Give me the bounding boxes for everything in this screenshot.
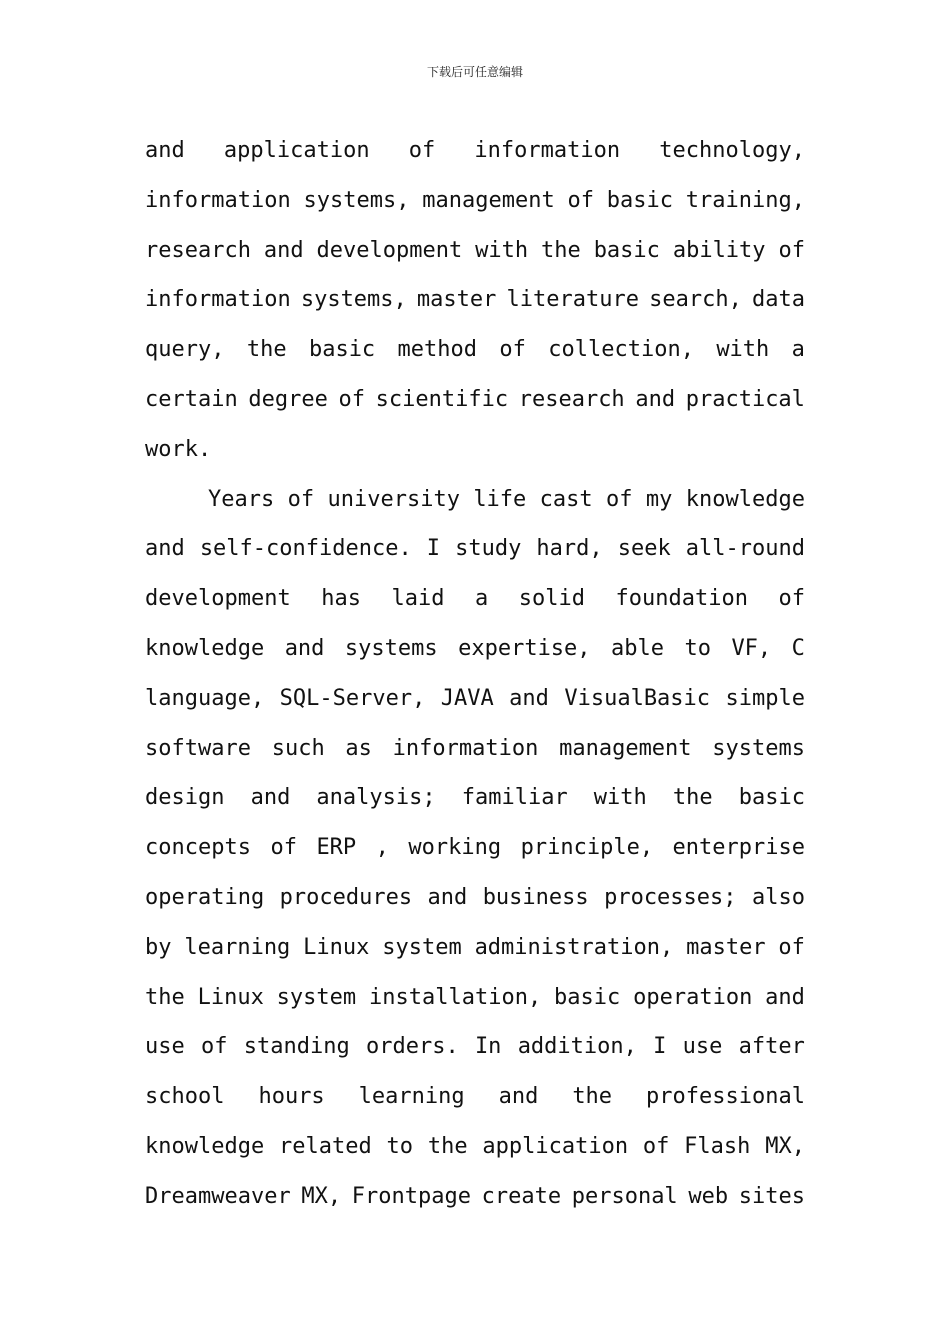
text-line xyxy=(145,873,805,923)
word: degree xyxy=(248,386,328,412)
text-line xyxy=(145,1072,805,1122)
word: method xyxy=(397,337,478,363)
word: technology, xyxy=(659,138,805,163)
word: systems, xyxy=(300,287,407,313)
word: addition, xyxy=(517,1034,637,1060)
text-line xyxy=(145,475,805,525)
word: information xyxy=(145,187,291,213)
word: hard, xyxy=(536,536,603,562)
word: MX, xyxy=(301,1183,342,1209)
word: processes; xyxy=(604,884,737,910)
word: such xyxy=(271,735,325,761)
text-line xyxy=(145,823,805,873)
word: analysis; xyxy=(316,785,436,811)
document-body xyxy=(145,126,805,1222)
word: school xyxy=(145,1084,225,1110)
word: and xyxy=(145,138,185,163)
word: Flash xyxy=(684,1133,751,1159)
word: university xyxy=(327,486,460,512)
text-line xyxy=(145,624,805,674)
text-line xyxy=(145,425,805,475)
word: concepts xyxy=(145,835,251,861)
word: application xyxy=(223,138,370,163)
word: principle, xyxy=(520,835,654,861)
text-line xyxy=(145,1172,805,1222)
word: working xyxy=(408,835,502,861)
text-line xyxy=(145,1122,805,1172)
word: as xyxy=(345,735,372,761)
word: basic xyxy=(593,237,660,263)
word: and xyxy=(498,1084,539,1110)
text-line xyxy=(145,773,805,823)
word: and xyxy=(145,536,185,562)
page-header: 下载后可任意编辑 xyxy=(426,65,523,79)
word: of xyxy=(778,934,805,960)
word: familiar xyxy=(461,785,568,811)
word: the xyxy=(427,1133,468,1159)
word: Frontpage xyxy=(351,1183,471,1209)
word: with xyxy=(475,237,529,263)
word: search, xyxy=(649,287,742,313)
word: with xyxy=(716,337,770,363)
text-line xyxy=(145,674,805,724)
text-line xyxy=(145,176,805,226)
word: and xyxy=(263,237,304,263)
word: and xyxy=(765,984,805,1010)
word: able xyxy=(611,635,664,661)
text-line xyxy=(145,923,805,973)
word: with xyxy=(593,785,647,811)
word: systems, xyxy=(303,187,410,213)
word: of xyxy=(778,237,805,263)
word: scientific xyxy=(375,386,509,412)
word: research xyxy=(518,386,625,412)
word: software xyxy=(145,735,251,761)
word: management xyxy=(422,187,555,213)
word: personal xyxy=(571,1183,678,1209)
word: laid xyxy=(391,586,445,612)
word: of xyxy=(287,486,315,512)
word: has xyxy=(321,586,361,612)
word: hours xyxy=(258,1084,325,1110)
word: simple xyxy=(725,685,805,711)
word: and xyxy=(250,785,291,811)
word: Years xyxy=(208,486,275,512)
word: basic xyxy=(606,187,673,213)
word: knowledge xyxy=(145,635,265,661)
word: a xyxy=(791,337,805,363)
word: cast xyxy=(539,486,593,512)
word: master xyxy=(686,934,766,960)
word: research xyxy=(145,237,251,263)
word: the xyxy=(541,237,581,263)
text-line xyxy=(145,973,805,1023)
word: information xyxy=(474,138,621,163)
word: In xyxy=(474,1034,502,1060)
word: solid xyxy=(518,586,585,612)
word: expertise, xyxy=(458,635,591,661)
word: life xyxy=(473,486,527,512)
word: SQL-Server, xyxy=(279,685,426,711)
word: systems xyxy=(712,735,805,761)
word: of xyxy=(408,138,436,163)
word: foundation xyxy=(615,586,748,612)
word: VF, xyxy=(731,635,772,661)
word: Linux xyxy=(197,984,264,1010)
word: ERP xyxy=(316,835,357,861)
word: basic xyxy=(554,984,621,1010)
word: seek xyxy=(617,536,671,562)
word: Dreamweaver xyxy=(145,1183,291,1209)
word: the xyxy=(572,1084,613,1110)
word: certain xyxy=(145,386,238,412)
word: use xyxy=(682,1034,723,1060)
text-line xyxy=(145,226,805,276)
word: development xyxy=(145,586,291,612)
text-line xyxy=(145,1022,805,1072)
word: query, xyxy=(145,337,225,363)
word: information xyxy=(392,735,539,761)
word: training, xyxy=(685,187,805,213)
text-line xyxy=(145,325,805,375)
word: and xyxy=(509,685,549,711)
word: basic xyxy=(738,785,805,811)
word: knowledge xyxy=(145,1133,265,1159)
word: installation, xyxy=(369,984,542,1010)
text-line xyxy=(145,724,805,774)
word: of xyxy=(499,337,526,363)
word: learning xyxy=(358,1084,465,1110)
word: work. xyxy=(145,436,212,462)
word: business xyxy=(482,884,589,910)
word: self-confidence. xyxy=(199,536,412,562)
word: MX, xyxy=(765,1133,805,1159)
word: operating xyxy=(145,884,265,910)
text-line xyxy=(145,275,805,325)
word: development xyxy=(316,237,463,263)
word: the xyxy=(246,337,287,363)
word: to xyxy=(684,635,711,661)
word: collection, xyxy=(548,337,694,363)
word: create xyxy=(481,1183,562,1209)
word: language, xyxy=(145,685,265,711)
word: literature xyxy=(506,287,639,313)
word: learning xyxy=(184,934,291,960)
word: and xyxy=(427,884,468,910)
word: standing xyxy=(243,1034,350,1060)
word: orders. xyxy=(365,1034,459,1060)
word: ability xyxy=(672,237,766,263)
word: of xyxy=(201,1034,228,1060)
word: data xyxy=(751,287,805,313)
word: I xyxy=(653,1034,667,1060)
word: system xyxy=(382,934,462,960)
word: also xyxy=(751,884,805,910)
word: use xyxy=(145,1034,185,1060)
word: basic xyxy=(308,337,376,363)
word: operation xyxy=(633,984,753,1010)
word: of xyxy=(778,586,805,612)
word: management xyxy=(559,735,692,761)
text-line xyxy=(145,574,805,624)
word: administration, xyxy=(474,934,674,960)
word: after xyxy=(738,1034,805,1060)
word: enterprise xyxy=(672,835,805,861)
text-line xyxy=(145,375,805,425)
word: system xyxy=(276,984,357,1010)
word: all-round xyxy=(685,536,805,562)
word: the xyxy=(145,984,185,1010)
word: sites xyxy=(738,1183,805,1209)
word: web xyxy=(688,1183,729,1209)
word: I xyxy=(426,536,441,562)
word: procedures xyxy=(279,884,413,910)
word: , xyxy=(375,835,389,861)
word: of xyxy=(270,835,297,861)
word: of xyxy=(338,386,365,412)
word: knowledge xyxy=(685,486,805,512)
word: my xyxy=(645,486,673,512)
word: Linux xyxy=(303,934,370,960)
word: of xyxy=(606,486,633,512)
text-line xyxy=(145,524,805,574)
word: of xyxy=(642,1133,670,1159)
word: C xyxy=(791,635,805,661)
word: information xyxy=(145,287,291,313)
word: by xyxy=(145,934,172,960)
word: systems xyxy=(344,635,438,661)
word: and xyxy=(635,386,676,412)
word: of xyxy=(567,187,594,213)
text-line xyxy=(145,126,805,176)
word: practical xyxy=(685,386,805,412)
word: JAVA xyxy=(440,685,494,711)
word: related xyxy=(279,1133,372,1159)
word: a xyxy=(474,586,489,612)
word: design xyxy=(145,785,225,811)
word: application xyxy=(482,1133,629,1159)
word: professional xyxy=(646,1084,805,1110)
word: the xyxy=(672,785,713,811)
word: study xyxy=(455,536,522,562)
word: to xyxy=(386,1133,414,1159)
word: VisualBasic xyxy=(564,685,711,711)
word: master xyxy=(416,287,497,313)
word: and xyxy=(284,635,325,661)
